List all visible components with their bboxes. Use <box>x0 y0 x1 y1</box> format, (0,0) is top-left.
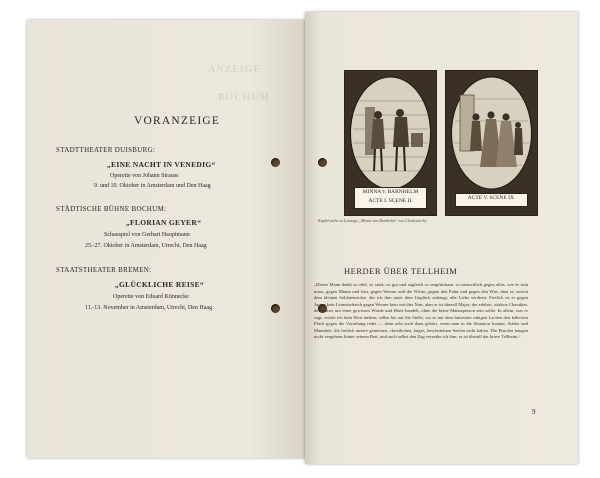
engraving-act-1 <box>344 70 437 216</box>
play-author: Operette von Eduard Künnecke <box>113 294 189 300</box>
play-dates: 9. und 10. Oktober in Amsterdam und Den Haag <box>94 183 211 189</box>
theatre-name: STADTTHEATER DUISBURG: <box>56 146 156 154</box>
punch-hole <box>318 158 327 167</box>
page-number: 9 <box>532 408 536 416</box>
theatre-name: STÄDTISCHE BÜHNE BOCHUM: <box>56 205 167 213</box>
plaque-line: ACTE V. SCENE IX. <box>467 195 516 201</box>
play-author: Operette von Johann Strauss <box>110 173 179 179</box>
punch-hole <box>271 304 280 313</box>
plaque-line: ACTE I. SCENE II. <box>368 198 413 204</box>
engraving-act-5 <box>445 70 538 216</box>
page-title: VORANZEIGE <box>134 115 221 127</box>
illustration-caption: Kupferstiche zu Lessings „Minna von Barnhelm“ von Chodowiecky <box>318 218 427 223</box>
play-author: Schauspiel von Gerhart Hauptmann <box>104 232 190 238</box>
plaque-line: MINNA v. BARNHELM <box>362 189 419 195</box>
article-heading: HERDER ÜBER TELLHEIM <box>344 266 458 276</box>
show-through-text: ANZEIGE <box>208 64 262 75</box>
play-title: „FLORIAN GEYER“ <box>126 218 202 227</box>
engraving-caption-plaque <box>455 193 528 207</box>
play-title: „EINE NACHT IN VENEDIG“ <box>107 160 216 169</box>
article-body: „Dieser Mann denkt so edel, so stark, so gut und zugleich so empfindsam, so menschlich gegen alles, wie es sein muss, gegen Minna und Just, gegen Werner und die Wirtin, gegen den Fulnt und gegen den Wirt, dass er, soweit dem kleinen Soldatenstolze, der ich ihm unter dem Unglück anhängt, alle Liebe verdient. Freilich ist er gegen Justen kein Leimsiederich gegen Werner kein weicher Narr, aber er ist überall Major, der edelste, stärkste Charakter, der immer mit einer gewissen Würde und Härte handelt, ohne die keine Mannsperson sein sollte. In allem, was er sagt, würde ich kein Wort ändern, selbst bis auf die Stelle, wo er mit dem bittersten ruhigen Lachen den kältesten Fluch gegen die Vorsehung redet — denn acht auch dazu gehört, wenn man in die Situation kommt. Stärke und Mannheit, die freilich unsere gemeinen, christlichen, larges, beschränkten Seelen nicht haben. Die Pistolen hangen nicht vergebens hinter seinem Bett, und auch selbst den Zug verzeihe ich ihm: er ist überall der brave Tellheim.“ <box>314 282 528 339</box>
theatre-name: STAATSTHEATER BREMEN: <box>56 266 152 274</box>
engraving-caption-plaque <box>354 187 427 209</box>
play-dates: 11.-13. November in Amsterdam, Utrecht, Den Haag <box>85 305 213 311</box>
show-through-text: BOCHUM <box>218 92 271 103</box>
punch-hole <box>271 158 280 167</box>
play-dates: 25.-27. Oktober in Amsterdam, Utrecht, Den Haag <box>85 243 207 249</box>
left-page <box>27 20 305 458</box>
play-title: „GLÜCKLICHE REISE“ <box>115 280 204 289</box>
